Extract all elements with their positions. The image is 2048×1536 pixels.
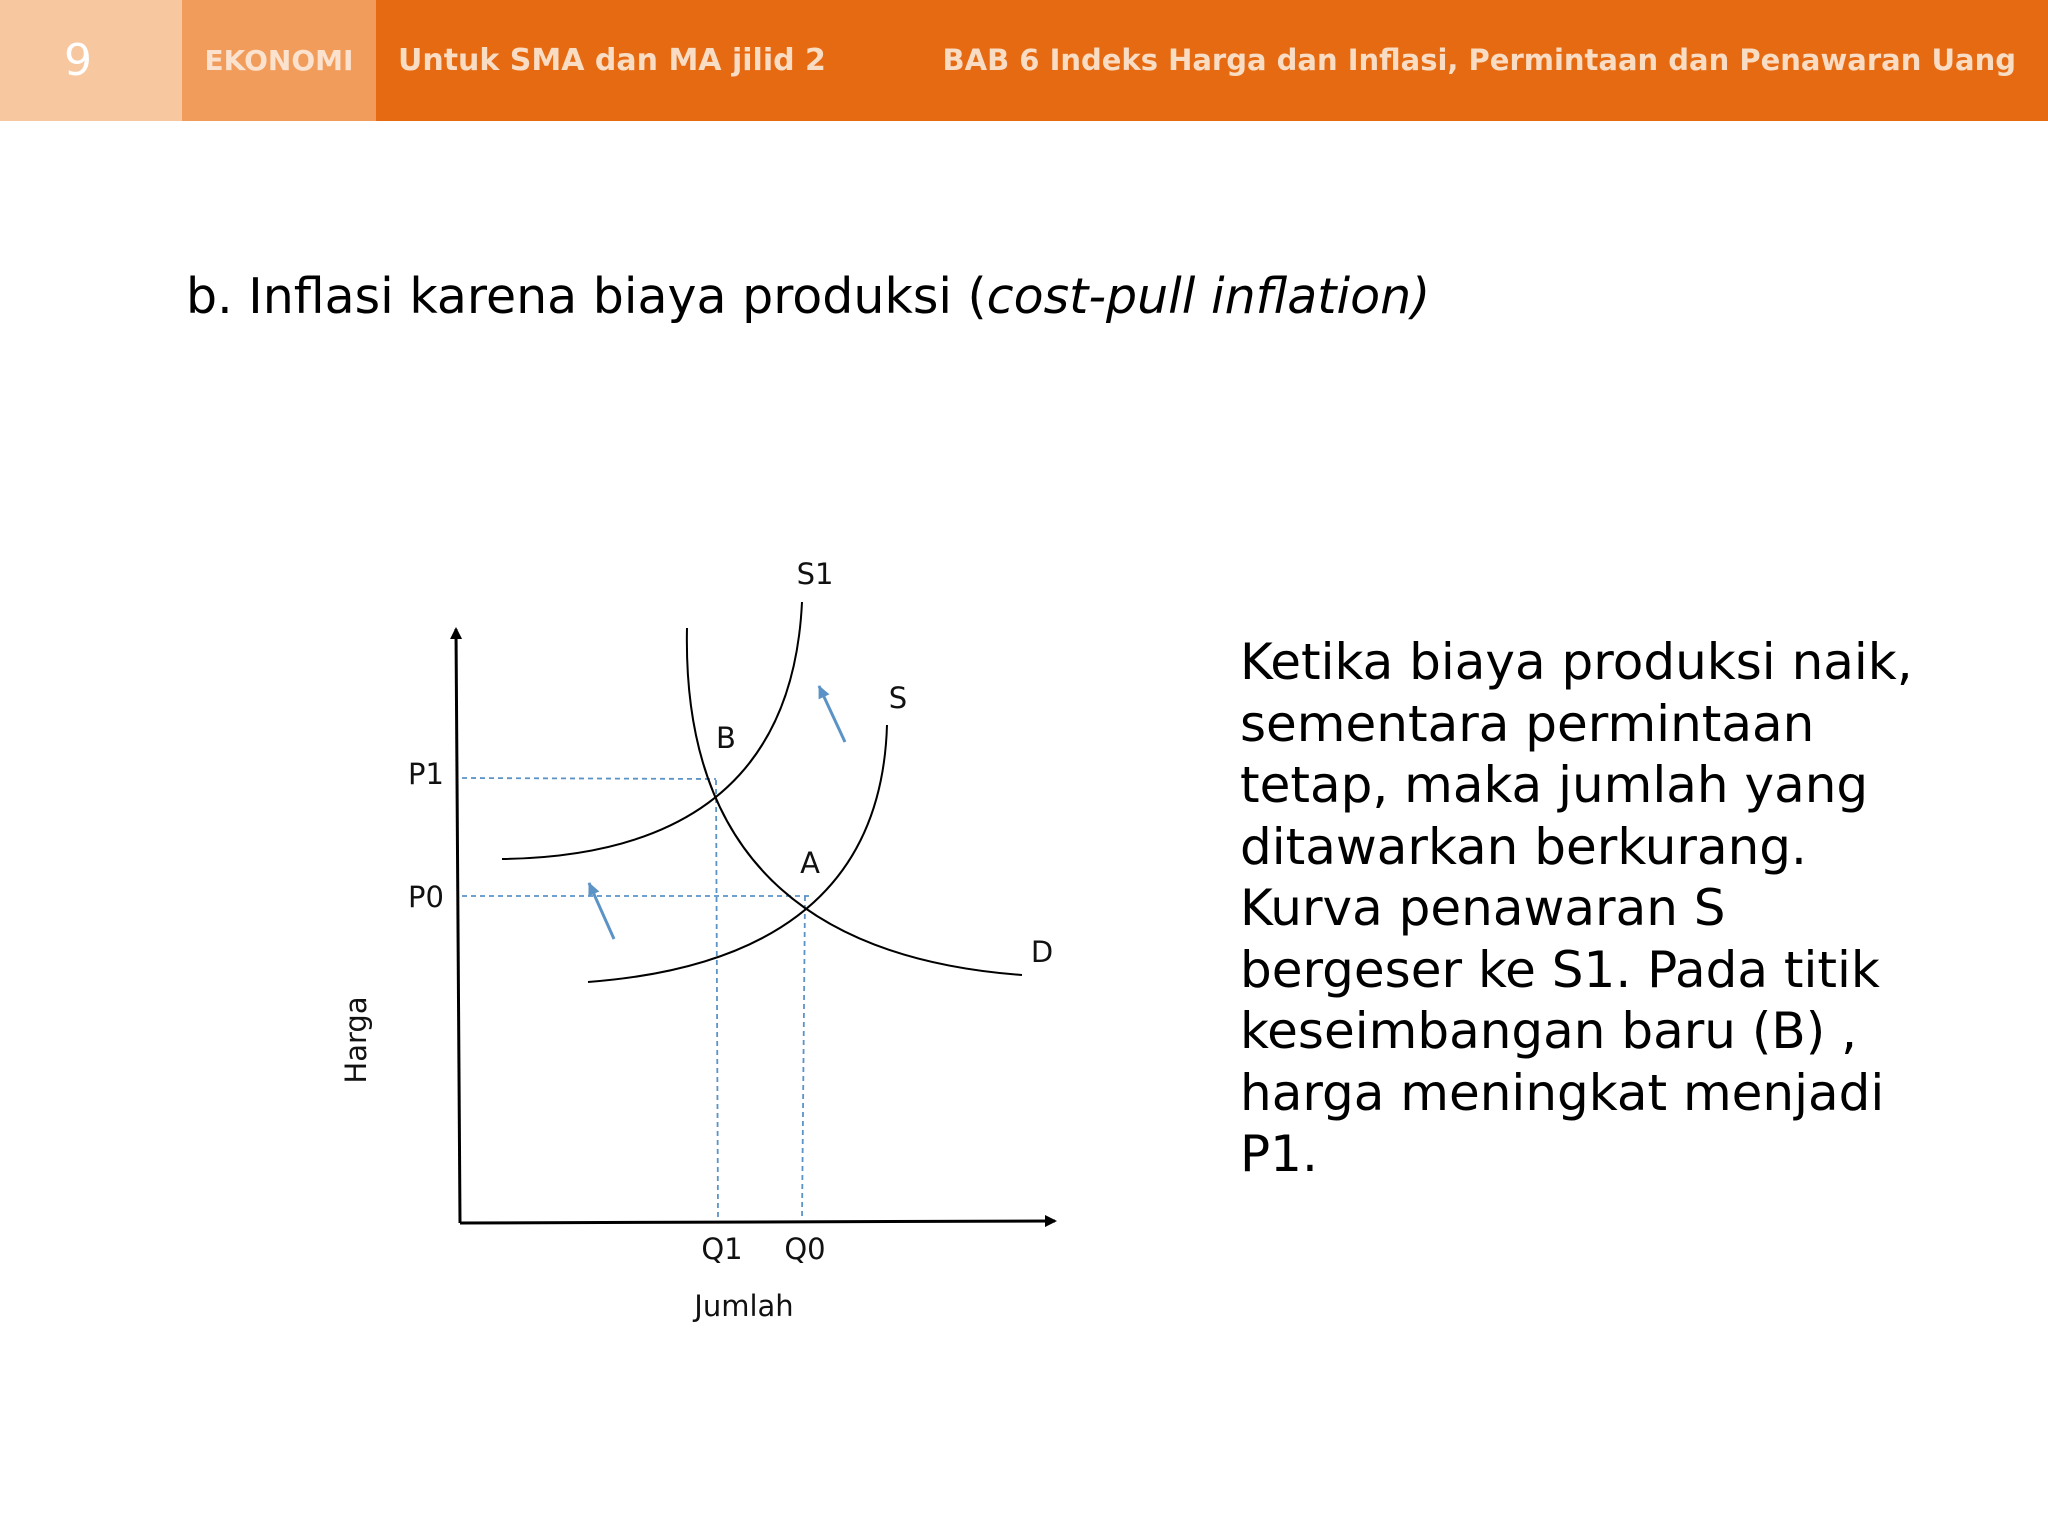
q1-label: Q1 — [701, 1232, 743, 1266]
subject-label: EKONOMI — [182, 0, 376, 121]
d-curve-label: D — [1030, 935, 1054, 969]
p1-label: P1 — [408, 757, 444, 791]
s-curve-label: S — [888, 681, 908, 715]
heading-text: b. Inflasi karena biaya produksi ( — [186, 268, 987, 325]
y-axis — [456, 629, 460, 1223]
supply-curve-s — [588, 725, 887, 982]
chapter-title: BAB 6 Indeks Harga dan Inflasi, Permintaan dan Penawaran Uang — [942, 43, 2016, 77]
p1-guide-line — [462, 778, 716, 779]
explanation-text: Ketika biaya produksi naik, sementara permintaan tetap, maka jumlah yang ditawarkan berkurang. Kurva penawaran S bergeser ke S1. Pada titik keseimbangan baru (B) , harga meningkat menjadi P1. — [1240, 633, 1913, 1183]
point-b-label: B — [716, 721, 736, 755]
shift-arrow-lower — [589, 883, 614, 939]
heading-italic-text: cost-pull inflation) — [986, 268, 1431, 325]
page-number: 9 — [0, 0, 182, 121]
demand-curve-d — [687, 628, 1022, 975]
q0-guide-line — [802, 896, 805, 1220]
supply-curve-s1 — [502, 602, 802, 859]
shift-arrow-upper — [819, 686, 845, 742]
x-axis — [460, 1221, 1055, 1223]
point-a-label: A — [800, 846, 820, 880]
q1-guide-line — [716, 780, 718, 1220]
series-title: Untuk SMA dan MA jilid 2 — [398, 43, 826, 78]
p0-label: P0 — [408, 880, 444, 914]
y-axis-label: Harga — [339, 996, 373, 1084]
q0-label: Q0 — [784, 1232, 826, 1266]
x-axis-label: Jumlah — [694, 1289, 794, 1323]
s1-curve-label: S1 — [796, 557, 834, 591]
